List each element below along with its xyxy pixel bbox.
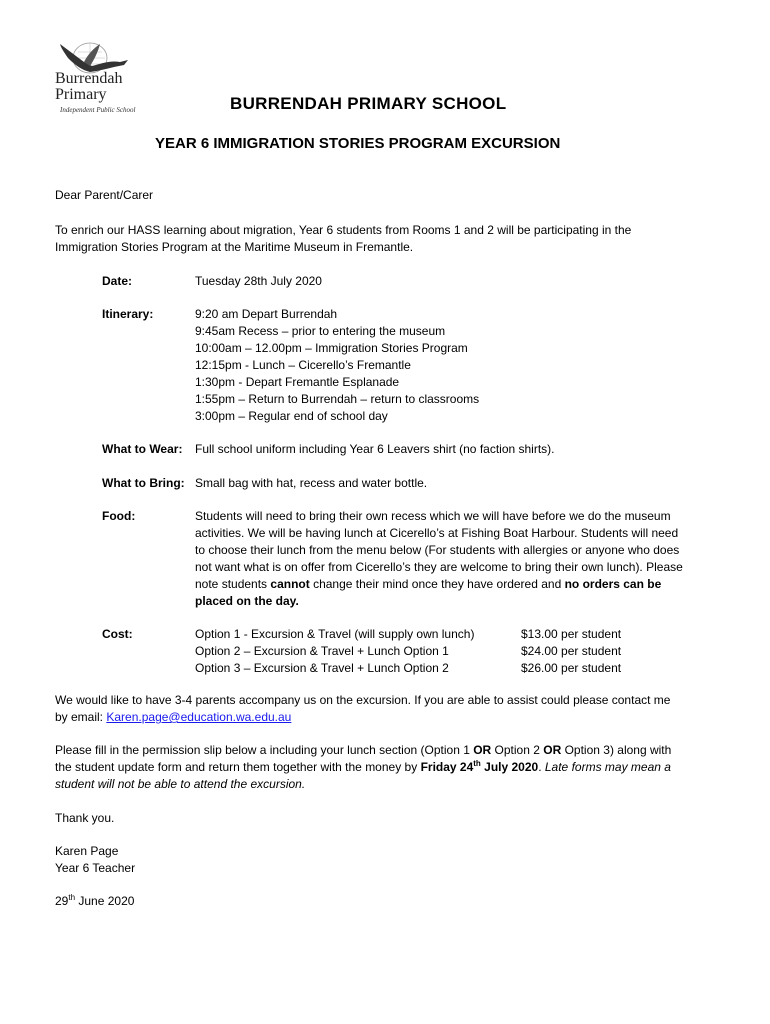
school-name: BURRENDAH PRIMARY SCHOOL <box>230 94 507 113</box>
page-title: YEAR 6 IMMIGRATION STORIES PROGRAM EXCURSION <box>155 135 561 152</box>
wear-label: What to Wear: <box>102 442 183 456</box>
itinerary-item: 9:20 am Depart Burrendah <box>195 307 338 321</box>
fill-text: Option 2 <box>491 743 544 757</box>
fill-text: . <box>538 760 545 774</box>
letter-date-day: 29 <box>55 894 69 908</box>
intro-line-1: To enrich our HASS learning about migration, Year 6 students from Rooms 1 and 2 will be participating in the <box>55 223 632 237</box>
late-warning: Late forms may mean a <box>544 760 671 774</box>
letter-date <box>55 893 720 910</box>
or-emphasis: OR <box>543 743 562 757</box>
signoff-name: Karen Page <box>55 844 119 858</box>
cost-price: $24.00 per student <box>521 644 622 658</box>
food-line: to choose their lunch from the menu below (For students with allergies or anyone who does <box>195 543 680 557</box>
bring-value: Small bag with hat, recess and water bottle. <box>195 476 428 490</box>
cost-option: Option 2 – Excursion & Travel + Lunch Option 1 <box>195 644 449 658</box>
cost-price: $13.00 per student <box>521 627 622 641</box>
food-emphasis-cannot: cannot <box>270 577 310 591</box>
logo-tagline: Independent Public School <box>60 106 136 114</box>
fill-text: Please fill in the permission slip below a including your lunch section (Option 1 <box>55 743 474 757</box>
food-line: Students will need to bring their own recess which we will have before we do the museum <box>195 509 671 523</box>
logo-name-line2: Primary <box>55 86 107 103</box>
or-emphasis: OR <box>473 743 492 757</box>
food-emphasis-line: placed on the day. <box>195 594 299 608</box>
itinerary-item: 12:15pm - Lunch – Cicerello’s Fremantle <box>195 358 411 372</box>
itinerary-item: 3:00pm – Regular end of school day <box>195 409 388 423</box>
signoff-role: Year 6 Teacher <box>55 861 136 875</box>
intro-line-2: Immigration Stories Program at the Maritime Museum in Fremantle. <box>55 240 414 254</box>
salutation: Dear Parent/Carer <box>55 188 154 202</box>
cost-option: Option 3 – Excursion & Travel + Lunch Option 2 <box>195 661 449 675</box>
due-date-suffix: th <box>473 759 481 768</box>
letter-date-suffix: th <box>68 893 76 902</box>
food-text: note students <box>195 577 271 591</box>
date-label: Date: <box>102 274 133 288</box>
fill-text: the student update form and return them together with the money by <box>55 760 421 774</box>
email-link[interactable]: Karen.page@education.wa.edu.au <box>106 710 292 724</box>
food-label: Food: <box>102 509 136 523</box>
thanks: Thank you. <box>55 811 115 825</box>
cost-label: Cost: <box>102 627 133 641</box>
fill-text: Option 3) along with <box>561 743 672 757</box>
wear-value: Full school uniform including Year 6 Leavers shirt (no faction shirts). <box>195 442 555 456</box>
food-emphasis-no-orders: no orders can be <box>564 577 662 591</box>
letter-date-rest: June 2020 <box>75 894 135 908</box>
cost-price: $26.00 per student <box>521 661 622 675</box>
due-date-day: Friday 24 <box>420 760 474 774</box>
bring-label: What to Bring: <box>102 476 185 490</box>
date-value: Tuesday 28th July 2020 <box>195 274 322 288</box>
food-text: change their mind once they have ordered and <box>309 577 565 591</box>
late-warning: student will not be able to attend the excursion. <box>55 777 306 791</box>
fill-line-2 <box>55 759 720 776</box>
logo-name-line1: Burrendah <box>55 70 123 87</box>
parents-line-1: We would like to have 3-4 parents accompany us on the excursion. If you are able to assist could please contact me <box>55 693 671 707</box>
due-date-month: July 2020 <box>480 760 539 774</box>
itinerary-item: 1:55pm – Return to Burrendah – return to classrooms <box>195 392 480 406</box>
fill-line-3 <box>55 776 720 793</box>
itinerary-item: 9:45am Recess – prior to entering the museum <box>195 324 446 338</box>
itinerary-item: 10:00am – 12.00pm – Immigration Stories Program <box>195 341 468 355</box>
food-line: not want what is on offer from Cicerello’s they are welcome to bring their own lunch). Please <box>195 560 683 574</box>
food-line <box>195 576 661 593</box>
due-date <box>421 760 539 774</box>
parents-text: by email: <box>55 710 107 724</box>
itinerary-item: 1:30pm - Depart Fremantle Esplanade <box>195 375 400 389</box>
itinerary-label: Itinerary: <box>102 307 154 321</box>
cost-option: Option 1 - Excursion & Travel (will supply own lunch) <box>195 627 475 641</box>
food-line: activities. We will be having lunch at Cicerello’s at Fishing Boat Harbour. Students will need <box>195 526 679 540</box>
fill-line-1 <box>55 742 720 759</box>
parents-line-2 <box>55 709 720 726</box>
